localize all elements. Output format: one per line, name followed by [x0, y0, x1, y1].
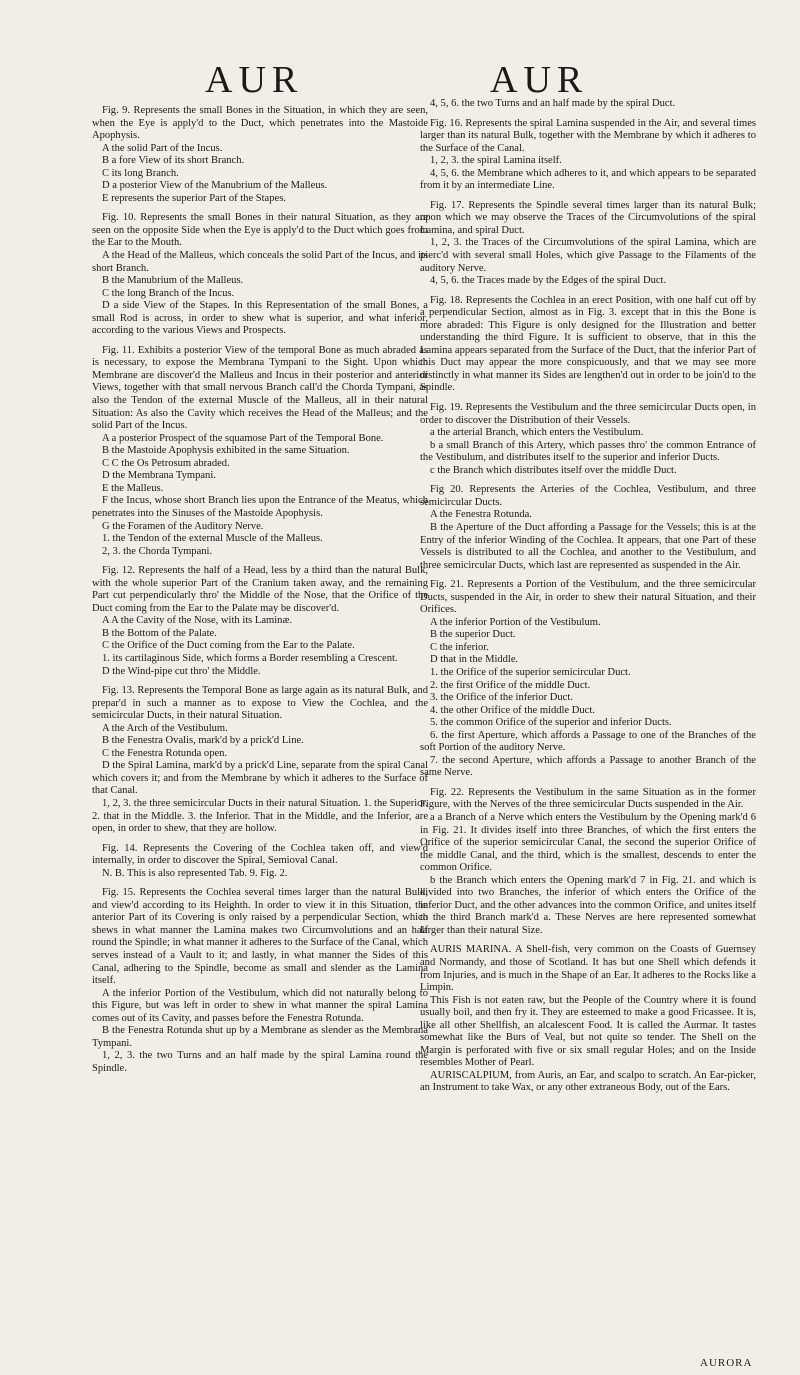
paragraph: Fig. 12. Represents the half of a Head, less by a third than the natural Bulk, with the whole superior Part of the Cranium taken away, and the remaining Part cut perpendicularly thro' the Middle of the Nose, that the Orifice of the Duct coming from the Ear to the Palate may be discover'd. — [92, 565, 428, 614]
paragraph: A the inferior Portion of the Vestibulum, which did not naturally belong to this Figure, but was left in order to shew in what manner the spiral Lamina comes out of its Cavity, and passes before the Fenestra Rotunda. — [92, 987, 428, 1024]
paragraph: 4. the other Orifice of the middle Duct. — [430, 704, 595, 716]
paragraph: A the solid Part of the Incus. — [102, 142, 223, 154]
paragraph: B the Fenestra Ovalis, mark'd by a prick'd Line. — [102, 735, 304, 747]
paragraph: 6. the first Aperture, which affords a Passage to one of the Branches of the soft Portion of the auditory Nerve. — [420, 729, 756, 754]
paragraph: C C the Os Petrosum abraded. — [102, 457, 230, 469]
paragraph: c the Branch which distributes itself over the middle Duct. — [430, 464, 677, 476]
paragraph: D that in the Middle. — [430, 654, 519, 666]
right-column — [420, 98, 756, 1095]
running-head-right: AUR — [490, 59, 589, 101]
paragraph: 4, 5, 6. the two Turns and an half made by the spiral Duct. — [430, 98, 676, 109]
paragraph: D a posterior View of the Manubrium of the Malleus. — [102, 180, 328, 192]
paragraph: Fig. 15. Represents the Cochlea several times larger than the natural Bulk, and view'd according to its Heighth. In order to view it in this Situation, the anterior Part of its Covering is only raised by a perpendicular Section, which shews in what manner the Lamina makes two Circumvolutions and an half round the Spindle; in what manner it adheres to the Surface of the Canal, which serves instead of a Vault to it; and lastly, in what manner the Sides of this Canal, adhering to the Spindle, become as small and slender as the Lamina itself. — [92, 887, 428, 987]
paragraph: 1, 2, 3. the three semicircular Ducts in their natural Situation. 1. the Superior. 2. that in the Middle. 3. the Inferior. That in the Middle, and the Inferior, are open, in order to shew, that they are hollow. — [92, 797, 428, 835]
paragraph: This Fish is not eaten raw, but the People of the Country where it is found usually boil, and then fry it. They are esteemed to make a good Fricassee. It is, like all other Shellfish, an alcalescent Food. It is called the Aurmar. It tastes somewhat like the Burs of Veal, but not quite so tender. The Shell on the Margin is perforated with five or six small regular Holes; and on the Inside resembles Mother of Pearl. — [420, 994, 756, 1069]
paragraph: G the Foramen of the Auditory Nerve. — [102, 520, 264, 532]
paragraph: B the superior Duct. — [430, 629, 516, 641]
paragraph: Fig 20. Represents the Arteries of the Cochlea, Vestibulum, and three semicircular Ducts. — [420, 484, 756, 508]
paragraph: AURIS MARINA. A Shell-fish, very common on the Coasts of Guernsey and Normandy, and those of Scotland. It has but one Shell which defends it from Injuries, and is much in the Shape of an Ear. It adheres to the Rocks like a Limpin. — [420, 944, 756, 994]
paragraph: Fig. 18. Represents the Cochlea in an erect Position, with one half cut off by a perpendicular Section, almost as in Fig. 3. except that in this the Bone is more abraded: This Figure is only designed for the Illustration and better understanding the third Figure. It is sufficient to observe, that in this the Lamina appears separated from the Surface of the Duct, that the inferior Part of this Duct may appear the more conspicuously, and that we may see more distinctly in what manner its Sides are lengthen'd out in order to be join'd to the Spindle. — [420, 294, 756, 394]
paragraph: a a Branch of a Nerve which enters the Vestibulum by the Opening mark'd 6 in Fig. 21. It divides itself into three Branches, of which the first enters the Orifice of the superior semicircular Canal, the second the superior Orifice of the middle Canal, and the third, which is the smallest, descends to enter the common Orifice. — [420, 811, 756, 874]
paragraph: a the arterial Branch, which enters the Vestibulum. — [430, 427, 644, 439]
paragraph: E the Malleus. — [102, 482, 164, 494]
catchword: AURORA — [700, 1357, 753, 1369]
running-head-left: AUR — [205, 59, 304, 101]
paragraph: Fig. 19. Represents the Vestibulum and the three semicircular Ducts open, in order to discover the Distribution of their Vessels. — [420, 402, 756, 426]
paragraph: B the Aperture of the Duct affording a Passage for the Vessels; this is at the Entry of the inferior Winding of the Cochlea. It appears, that one Part of these Vessels is distributed to all the Cochlea, and another to the Vestibulum, and three semicircular Ducts, which last are represented as suspended in the Air. — [420, 521, 756, 571]
paragraph: D the Membrana Tympani. — [102, 470, 216, 482]
paragraph: F the Incus, whose short Branch lies upon the Entrance of the Meatus, which penetrates into the Sinuses of the Mastoide Apophysis. — [92, 495, 428, 519]
paragraph: 1, 2, 3. the Traces of the Circumvolutions of the spiral Lamina, which are pierc'd with several small Holes, which give Passage to the Filaments of the auditory Nerve. — [420, 237, 756, 274]
paragraph: 1. the Orifice of the superior semicircular Duct. — [430, 666, 631, 678]
paragraph: C the Fenestra Rotunda open. — [102, 747, 228, 759]
paragraph: Fig. 10. Represents the small Bones in their natural Situation, as they are seen on the opposite Side when the Eye is apply'd to the Duct which goes from the Ear to the Mouth. — [92, 212, 428, 249]
paragraph: b a small Branch of this Artery, which passes thro' the common Entrance of the Vestibulum, and distributes itself to the superior and inferior Ducts. — [420, 439, 756, 464]
paragraph: B the Mastoide Apophysis exhibited in the same Situation. — [102, 445, 350, 457]
paragraph: A the Arch of the Vestibulum. — [102, 722, 228, 734]
paragraph: 5. the common Orifice of the superior and inferior Ducts. — [430, 717, 672, 729]
paragraph: D the Spiral Lamina, mark'd by a prick'd Line, separate from the spiral Canal which covers it; and from the Membrane by which it adheres to the Surface of that Canal. — [92, 760, 428, 797]
paragraph: B the Manubrium of the Malleus. — [102, 275, 244, 287]
paragraph: Fig. 17. Represents the Spindle several times larger than its natural Bulk; upon which we may observe the Traces of the Circumvolutions of the spiral Lamina, and spiral Duct. — [420, 199, 756, 236]
paragraph: Fig. 14. Represents the Covering of the Cochlea taken off, and view'd internally, in order to discover the Spiral, Semioval Canal. — [92, 842, 428, 867]
paragraph: 3. the Orifice of the inferior Duct. — [430, 692, 573, 704]
paragraph: Fig. 16. Represents the spiral Lamina suspended in the Air, and several times larger than its natural Bulk, together with the Membrane by which it adheres to the Surface of the Canal. — [420, 117, 756, 154]
paragraph: 4, 5, 6. the Traces made by the Edges of the spiral Duct. — [430, 275, 667, 287]
paragraph: A the inferior Portion of the Vestibulum. — [430, 616, 601, 628]
paragraph: E represents the superior Part of the Stapes. — [102, 192, 286, 204]
paragraph: Fig. 9. Represents the small Bones in the Situation, in which they are seen, when the Eye is apply'd to the Duct, which penetrates into the Mastoide Apophysis. — [92, 105, 428, 142]
paragraph: 1, 2, 3. the spiral Lamina itself. — [430, 155, 562, 167]
left-column — [92, 98, 428, 1075]
paragraph: 1. its cartilaginous Side, which forms a Border resembling a Crescent. — [102, 652, 398, 664]
paragraph: 7. the second Aperture, which affords a Passage to another Branch of the same Nerve. — [420, 754, 756, 779]
paragraph: 4, 5, 6. the Membrane which adheres to it, and which appears to be separated from it by an intermediate Line. — [420, 167, 756, 192]
paragraph: Fig. 13. Represents the Temporal Bone as large again as its natural Bulk, and prepar'd in such a manner as to expose to View the Cochlea, and the semicircular Ducts, in their natural Situation. — [92, 685, 428, 722]
paragraph: A a posterior Prospect of the squamose Part of the Temporal Bone. — [102, 432, 384, 444]
paragraph: 2. the first Orifice of the middle Duct. — [430, 679, 591, 691]
paragraph: B the Fenestra Rotunda shut up by a Membrane as slender as the Membrana Tympani. — [92, 1025, 428, 1049]
paragraph: A the Head of the Malleus, which conceals the solid Part of the Incus, and its short Branch. — [92, 250, 428, 274]
paragraph: Fig. 11. Exhibits a posterior View of the temporal Bone as much abraded as is necessary, to expose the Membrana Tympani to the Sight. Upon which Membrane are discover'd the Malleus and Incus in their posterior and anterior Views, together with that small nervous Branch call'd the Chorda Tympani, as also the Tendon of the external Muscle of the Malleus, all in their natural Situation: As also the Cavity which receives the Head of the Malleus; and the solid Part of the Incus. — [92, 344, 428, 432]
paragraph: b the Branch which enters the Opening mark'd 7 in Fig. 21. and which is divided into two Branches, the inferior of which enters the Orifice of the inferior Duct, and the other advances into the common Orifice, and unites itself to the third Branch mark'd a. These Nerves are here represented somewhat larger than their natural Size. — [420, 874, 756, 936]
paragraph: N. B. This is also represented Tab. 9. Fig. 2. — [102, 867, 288, 879]
paragraph: 2, 3. the Chorda Tympani. — [102, 545, 213, 557]
paragraph: Fig. 22. Represents the Vestibulum in the same Situation as in the former Figure, with the Nerves of the three semicircular Ducts suspended in the Air. — [420, 786, 756, 811]
paragraph: D the Wind-pipe cut thro' the Middle. — [102, 665, 261, 677]
paragraph: B a fore View of its short Branch. — [102, 155, 245, 167]
paragraph: C the inferior. — [430, 641, 489, 653]
paragraph: D a side View of the Stapes. In this Representation of the small Bones, a small Rod is across, in order to shew what is superior, and what inferior, according to the various Views and Prospects. — [92, 300, 428, 337]
paragraph: C its long Branch. — [102, 167, 179, 179]
paragraph: Fig. 21. Represents a Portion of the Vestibulum, and the three semicircular Ducts, suspended in the Air, in order to shew their natural Situation, and their Orifices. — [420, 579, 756, 616]
paragraph: A the Fenestra Rotunda. — [430, 509, 532, 521]
paragraph: 1, 2, 3. the two Turns and an half made by the spiral Lamina round the Spindle. — [92, 1050, 428, 1074]
paragraph: C the Orifice of the Duct coming from the Ear to the Palate. — [102, 640, 355, 652]
paragraph: B the Bottom of the Palate. — [102, 627, 217, 639]
paragraph: 1. the Tendon of the external Muscle of the Malleus. — [102, 533, 323, 545]
paragraph: A A the Cavity of the Nose, with its Laminæ. — [102, 615, 293, 627]
paragraph: AURISCALPIUM, from Auris, an Ear, and scalpo to scratch. An Ear-picker, an Instrument to take Wax, or any other extraneous Body, out of the Ears. — [420, 1069, 756, 1094]
paragraph: C the long Branch of the Incus. — [102, 287, 235, 299]
